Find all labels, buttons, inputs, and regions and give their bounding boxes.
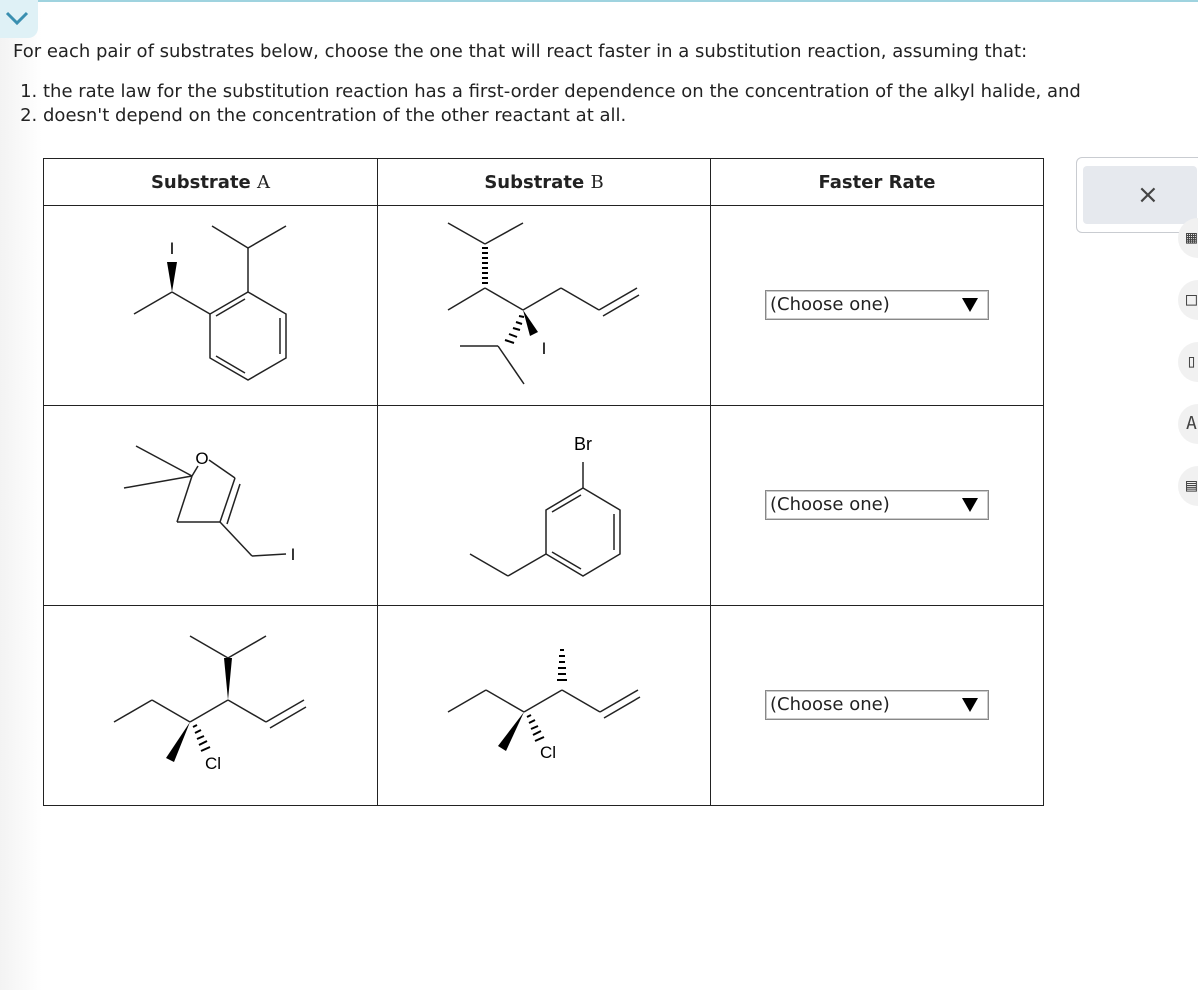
substrate-b-structure — [378, 606, 711, 806]
table-row — [44, 206, 1044, 406]
substrate-a-structure — [44, 406, 378, 606]
molecule-diagram — [378, 606, 711, 805]
bar-chart-icon: ▯ — [1186, 351, 1197, 372]
notepad-icon: □ — [1186, 289, 1197, 310]
chlorine-label: Cl — [204, 754, 222, 773]
molecule-diagram — [44, 406, 378, 605]
substrate-b-structure — [378, 206, 711, 406]
text-tool-button[interactable] — [1178, 404, 1198, 444]
substrate-a-structure — [44, 206, 378, 406]
table-row — [44, 606, 1044, 806]
condition-item: 1. the rate law for the substitution reaction has a first-order dependence on the concentration of the alkyl halide, and — [43, 80, 1183, 104]
dropdown-arrow-icon — [962, 698, 978, 712]
table-header-row — [44, 159, 1044, 206]
header-faster-rate: Faster Rate — [711, 159, 1044, 206]
faster-rate-select[interactable] — [765, 690, 989, 720]
periodic-table-icon: ▤ — [1186, 475, 1197, 496]
iodine-label: I — [290, 545, 296, 564]
close-button[interactable] — [1083, 166, 1197, 224]
header-substrate-a: Substrate A — [44, 159, 378, 206]
select-value: (Choose one) — [770, 694, 890, 715]
iodine-label: I — [169, 239, 175, 258]
molecule-diagram — [378, 406, 711, 605]
select-value: (Choose one) — [770, 494, 890, 515]
select-value: (Choose one) — [770, 294, 890, 315]
periodic-table-tool-button[interactable] — [1178, 466, 1198, 506]
faster-rate-select[interactable] — [765, 290, 989, 320]
table-row — [44, 406, 1044, 606]
tool-panel — [1076, 157, 1198, 233]
dropdown-arrow-icon — [962, 498, 978, 512]
substrate-b-structure — [378, 406, 711, 606]
collapse-toggle[interactable] — [0, 0, 38, 38]
faster-rate-cell — [711, 606, 1044, 806]
substrate-a-structure — [44, 606, 378, 806]
left-gutter — [0, 0, 42, 990]
question-instructions — [13, 40, 1183, 128]
chevron-down-icon — [3, 8, 31, 28]
chlorine-label: Cl — [539, 743, 557, 762]
iodine-label: I — [541, 339, 547, 358]
notes-tool-button[interactable] — [1178, 280, 1198, 320]
header-substrate-b: Substrate B — [378, 159, 711, 206]
molecule-diagram — [44, 206, 378, 405]
oxygen-label: O — [195, 449, 209, 468]
conditions-list — [13, 80, 1183, 128]
faster-rate-cell — [711, 206, 1044, 406]
chart-tool-button[interactable] — [1178, 342, 1198, 382]
text-icon: A — [1186, 413, 1197, 434]
molecule-diagram — [378, 206, 711, 405]
dropdown-arrow-icon — [962, 298, 978, 312]
substrate-table — [43, 158, 1044, 806]
faster-rate-select[interactable] — [765, 490, 989, 520]
bromine-label: Br — [574, 434, 592, 454]
condition-item: 2. doesn't depend on the concentration of the other reactant at all. — [43, 104, 1183, 128]
top-border — [0, 0, 1198, 2]
molecule-diagram — [44, 606, 378, 805]
instructions-intro: For each pair of substrates below, choose the one that will react faster in a substitution reaction, assuming that: — [13, 41, 1028, 62]
close-icon: × — [1137, 180, 1159, 210]
calculator-icon: ▦ — [1186, 227, 1197, 248]
faster-rate-cell — [711, 406, 1044, 606]
